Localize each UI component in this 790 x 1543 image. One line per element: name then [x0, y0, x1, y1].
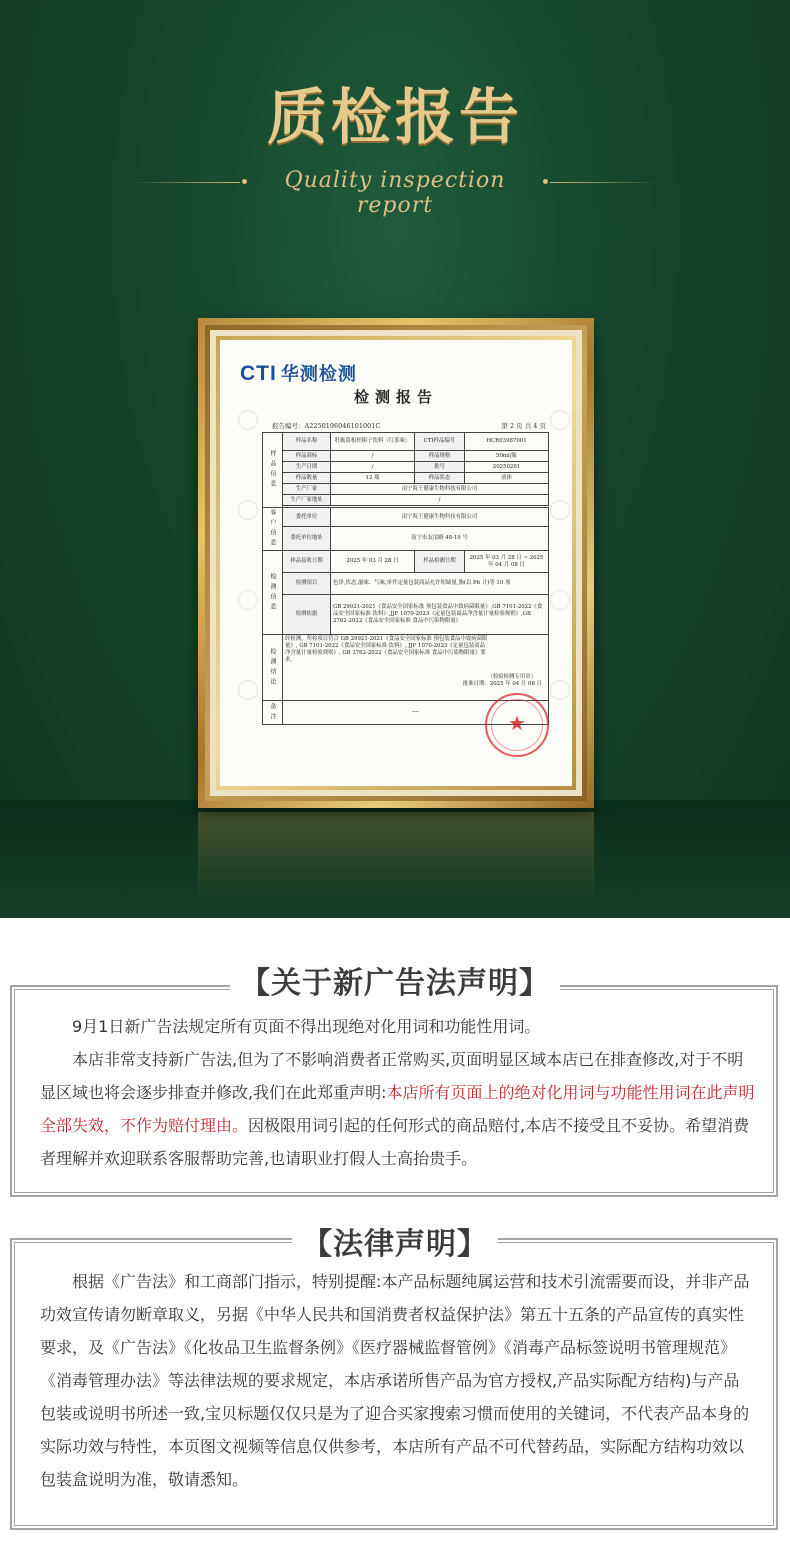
- ad-law-paragraph-2: 本店非常支持新广告法,但为了不影响消费者正常购买,页面明显区域本店已在排查修改,对于不明显区域也将会逐步排查并修改,我们在此郑重声明:本店所有页面上的绝对化用词与功能性用词在此声明全部失效，不作为赔付理由。因极限用词引起的任何形式的商品赔付,本店不接受且不妥协。希望消费者理解并欢迎联系客服帮助完善,也请职业打假人士高抬贵手。: [40, 1050, 755, 1168]
- section-label: 客户信息: [263, 508, 283, 551]
- report-number: 报告编号：A2250196046101001C: [272, 422, 381, 430]
- legal-heading: 【法律声明】: [0, 1219, 790, 1263]
- section-label: 样品信息: [263, 433, 283, 508]
- report-page-number: 第 2 页 共 4 页: [501, 422, 546, 430]
- inspection-report-document: [220, 340, 572, 786]
- decor-dot-left: [242, 179, 247, 184]
- page-subtitle: Quality inspection report: [284, 168, 506, 218]
- page-title: 质检报告: [267, 83, 523, 153]
- watermark-icon: [550, 590, 570, 610]
- section-label: 检测信息: [263, 551, 283, 635]
- certificate-frame: [198, 318, 594, 808]
- watermark-icon: [238, 500, 258, 520]
- legal-paragraph: 根据《广告法》和工商部门指示，特别提醒:本产品标题纯属运营和技术引流需要而设，并非产品功效宣传请勿断章取义，另据《中华人民共和国消费者权益保护法》第五十五条的产品宣传的真实性要求，及《广告法》《化妆品卫生监督条例》《医疗器械监督管例》《消毒产品标签说明书管理规范》《消毒管理办法》等法律法规的要求规定，本店承诺所售产品为官方授权,产品实际配方结构)与产品包装或说明书所述一致,宝贝标题仅仅只是为了迎合买家搜索习惯而使用的关键词，不代表产品本身的实际功效与特性，本页图文视频等信息仅供参考，本店所有产品不可代替药品，实际配方结构功效以包装盒说明为准，敬请悉知。: [40, 1272, 750, 1489]
- decor-line-left: [130, 182, 240, 183]
- ad-law-red-statement: 本店所有页面上的绝对化用词与功能性用词在此声明全部失效，不作为赔付理由。: [40, 1083, 755, 1135]
- watermark-icon: [238, 590, 258, 610]
- cti-logo: CTI 华测检测: [240, 362, 357, 385]
- ad-law-paragraph-1: 9月1日新广告法规定所有页面不得出现绝对化用词和功能性用词。: [72, 1017, 541, 1036]
- ad-law-body: [40, 1010, 755, 1175]
- section-label: 备注: [263, 701, 283, 725]
- watermark-icon: [550, 680, 570, 700]
- seal-star-icon: ★: [508, 711, 526, 735]
- watermark-icon: [550, 410, 570, 430]
- company-seal-stamp: [485, 693, 549, 757]
- report-table: 样品信息 样品名称 牡蛎葛根枳椇子饮料（红茶味） CTI样品编号 HCR03987001 样品商标 / 样品规格 50ml/瓶 生产日期 / 批号 20250201 样品数量 12 瓶 样品状态 液体 生产厂家 南宁海王健康生物科技有限公司 生产厂家地址 / 客户信息 委托单位 南宁海王健康生物科技有限公司 委托单位地址 南宁市友谊路 48-19 号 检测信息 样品接收日期 2025 年 03 月 28 日 样品检测日期 2025 年 03 月 28 日 ~ 2025 年 04 月 08 日 检测项目 色泽,状态,滋味、气味,单件定量包装商品允许短缺量,脂(以 Pb 计)等 10 项 检测依据 GB 29921-2021《食品安全国家标准 预包装食品中致病菌限量》,GB 7101-2022《食品安全国家标准 饮料》,JJF 1070-2023《定量包装商品净含量计量检验规则》,GB 2762-2022《食品安全国家标准 食品中污染物限量》 检测结论 经检测，所检项目符合 GB 29921-2021《食品安全国家标准 预包装食品中致病菌限量》, GB 7101-2022《食品安全国家标准 饮料》, JJF 1070-2023《定量包装商品净含量计量检验规则》, GB 2762-2022《食品安全国家标准 食品中污染物限量》要求。 （检验检测专用章） 批准日期：2025 年 04 月 08 日 备注 ----: [262, 432, 549, 725]
- subtitle-row: [130, 168, 660, 218]
- report-title: 检测报告: [353, 388, 438, 406]
- frame-reflection: [198, 812, 594, 912]
- watermark-icon: [238, 680, 258, 700]
- watermark-icon: [550, 500, 570, 520]
- decor-dot-right: [543, 179, 548, 184]
- legal-body: [40, 1265, 755, 1496]
- section-label: 检测结论: [263, 635, 283, 701]
- ad-law-heading: 【关于新广告法声明】: [0, 958, 790, 1002]
- watermark-icon: [238, 410, 258, 430]
- decor-line-right: [550, 182, 660, 183]
